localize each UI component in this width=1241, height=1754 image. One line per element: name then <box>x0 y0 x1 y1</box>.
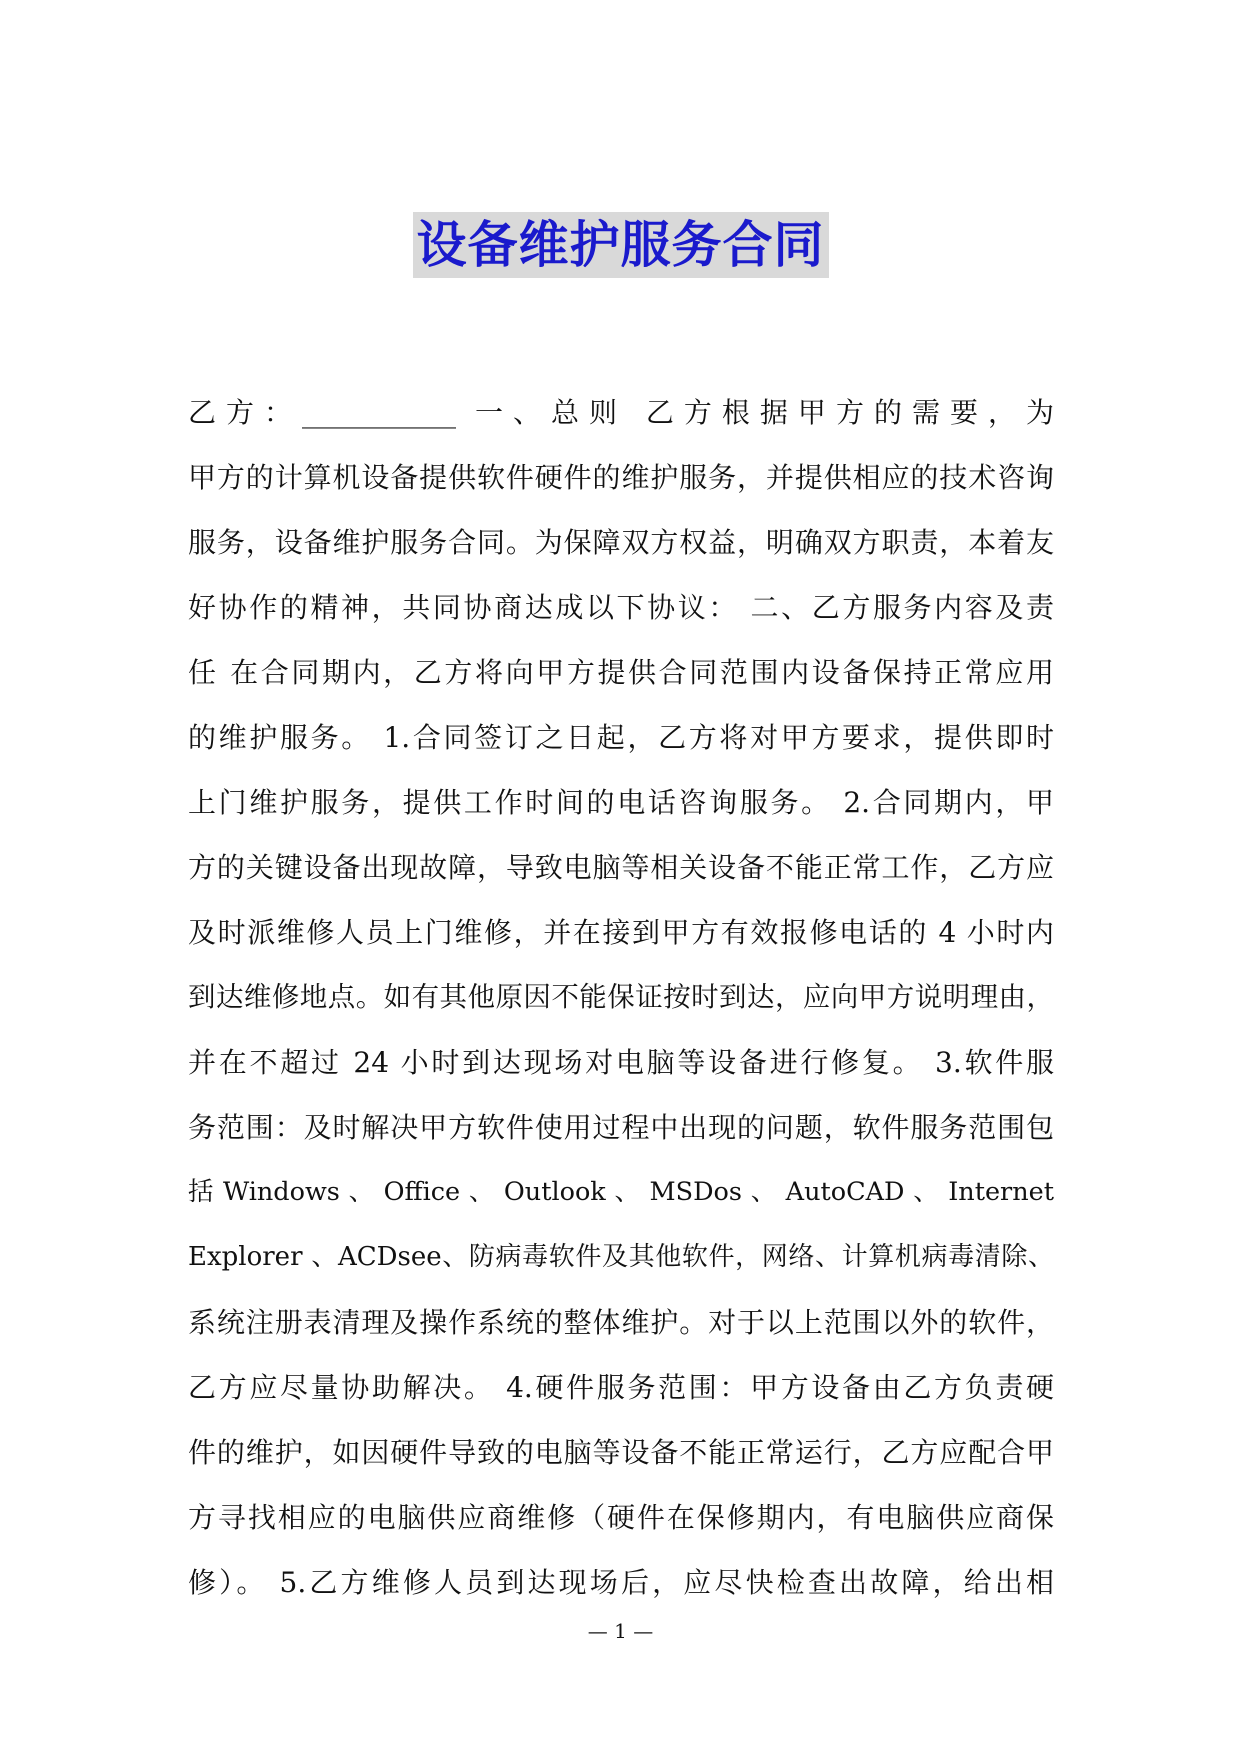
title-container <box>0 212 1241 278</box>
body-line: 及时派维修人员上门维修，并在接到甲方有效报修电话的 4 小时内 <box>188 916 1054 949</box>
body-line: 件的维护，如因硬件导致的电脑等设备不能正常运行，乙方应配合甲 <box>188 1436 1054 1469</box>
body-line: 到达维修地点。如有其他原因不能保证按时到达，应向甲方说明理由， <box>188 981 1054 1013</box>
body-line: 并在不超过 24 小时到达现场对电脑等设备进行修复。 3.软件服 <box>188 1046 1054 1079</box>
body-line: 乙方：___________ 一、总则 乙方根据甲方的需要，为 <box>188 396 1054 429</box>
page-number: — 1 — <box>587 1619 654 1643</box>
document-title: 设备维护服务合同 <box>413 212 829 278</box>
body-line: Explorer 、ACDsee、防病毒软件及其他软件，网络、计算机病毒清除、 <box>188 1242 1054 1272</box>
body-line: 系统注册表清理及操作系统的整体维护。对于以上范围以外的软件， <box>188 1306 1054 1339</box>
body-line: 好协作的精神，共同协商达成以下协议： 二、乙方服务内容及责 <box>188 591 1054 624</box>
body-line: 的维护服务。 1.合同签订之日起，乙方将对甲方要求，提供即时 <box>188 721 1054 754</box>
body-line: 方的关键设备出现故障，导致电脑等相关设备不能正常工作，乙方应 <box>188 851 1054 884</box>
body-line: 务范围：及时解决甲方软件使用过程中出现的问题，软件服务范围包 <box>188 1111 1054 1144</box>
body-line: 乙方应尽量协助解决。 4.硬件服务范围：甲方设备由乙方负责硬 <box>188 1371 1054 1404</box>
body-text <box>188 380 1054 1615</box>
body-line: 任 在合同期内，乙方将向甲方提供合同范围内设备保持正常应用 <box>188 656 1054 689</box>
body-line: 修）。 5.乙方维修人员到达现场后，应尽快检查出故障，给出相 <box>188 1566 1054 1599</box>
body-line: 甲方的计算机设备提供软件硬件的维护服务，并提供相应的技术咨询 <box>188 461 1054 494</box>
body-line: 服务，设备维护服务合同。为保障双方权益，明确双方职责，本着友 <box>188 526 1054 559</box>
body-line: 方寻找相应的电脑供应商维修（硬件在保修期内，有电脑供应商保 <box>188 1501 1054 1534</box>
body-line: 括 Windows 、 Office 、 Outlook 、 MSDos 、 AutoCAD 、 Internet <box>188 1177 1054 1207</box>
body-line: 上门维护服务，提供工作时间的电话咨询服务。 2.合同期内，甲 <box>188 786 1054 819</box>
